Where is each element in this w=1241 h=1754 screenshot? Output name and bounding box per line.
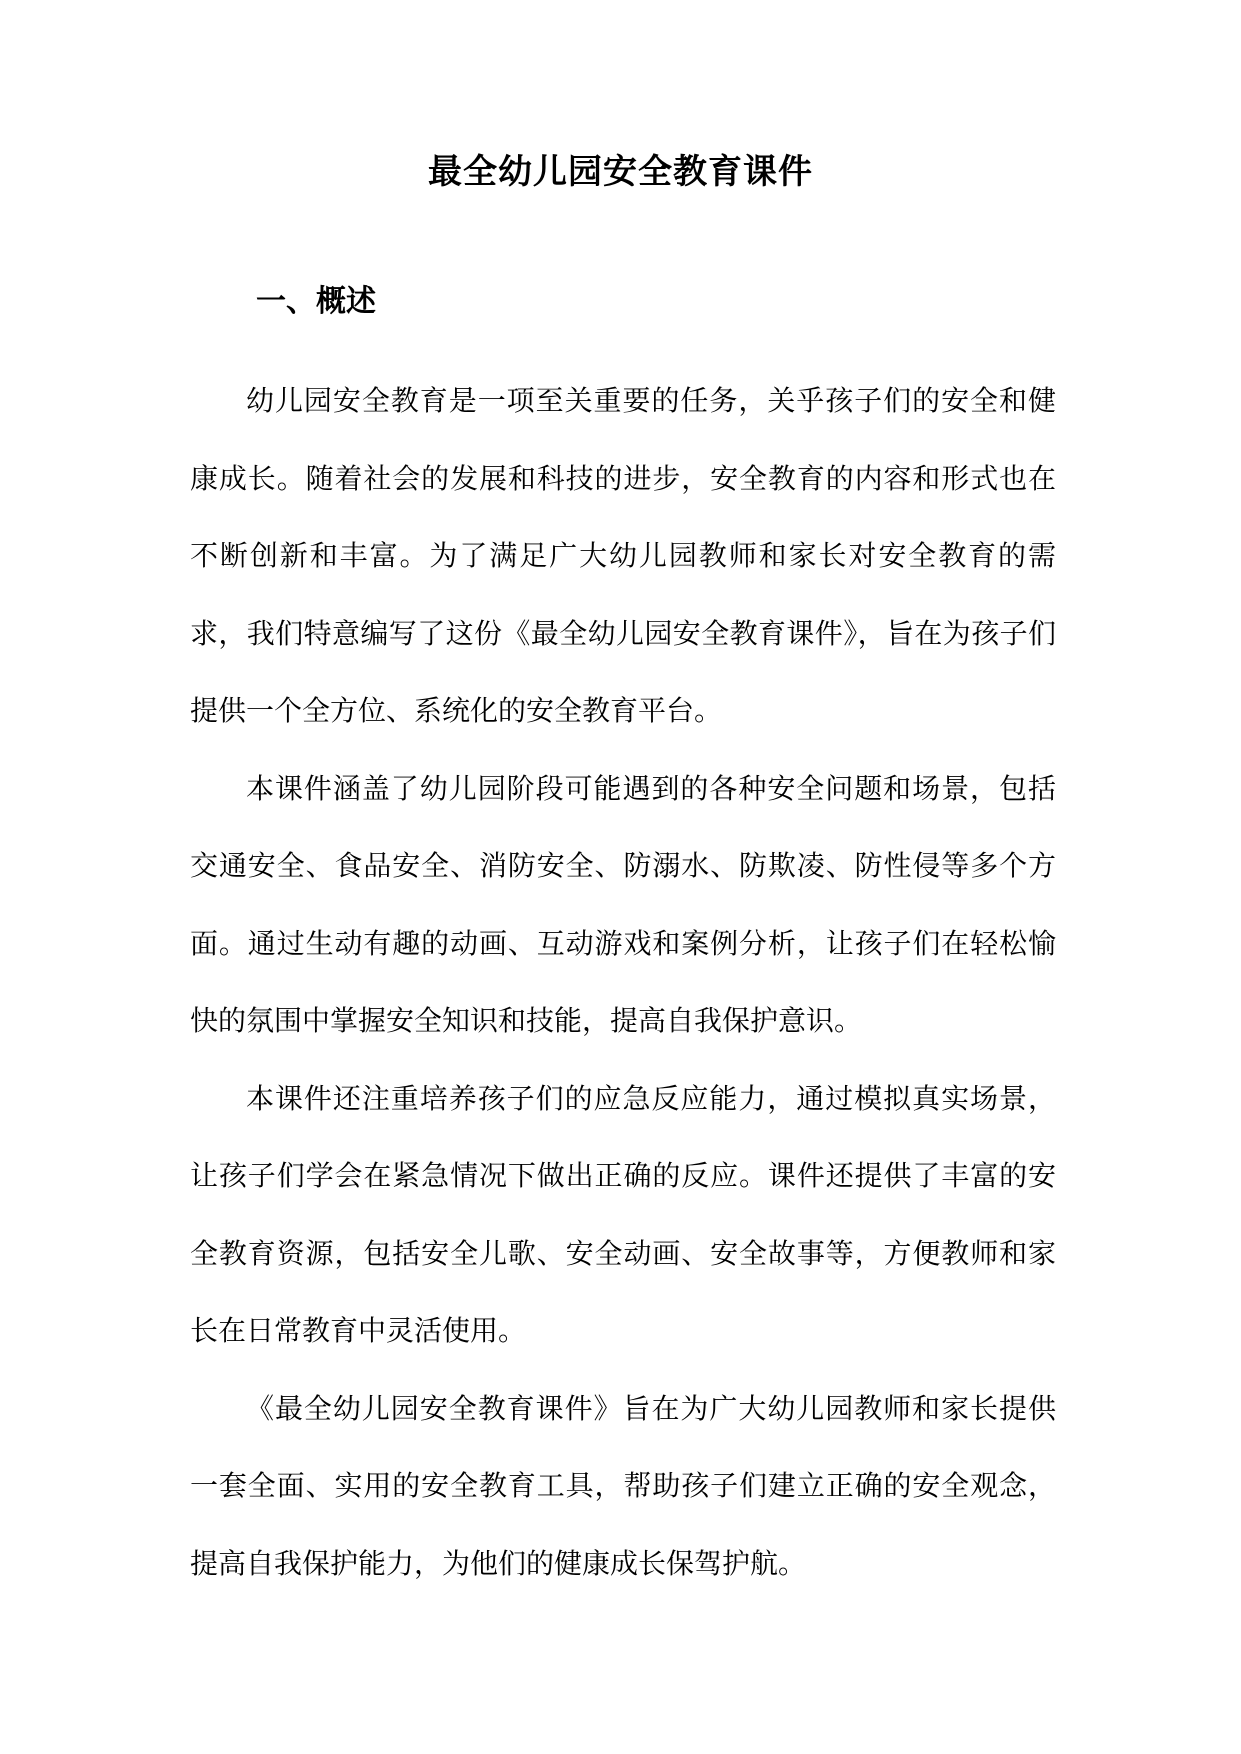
section-heading-overview: 一、概述	[256, 284, 376, 319]
document-title: 最全幼儿园安全教育课件	[428, 152, 813, 192]
paragraph: 幼儿园安全教育是一项至关重要的任务，关乎孩子们的安全和健康成长。随着社会的发展和科技的进步，安全教育的内容和形式也在不断创新和丰富。为了满足广大幼儿园教师和家长对安全教育的需求，我们特意编写了这份《最全幼儿园安全教育课件》，旨在为孩子们提供一个全方位、系统化的安全教育平台。	[190, 384, 1056, 727]
section-body	[190, 362, 1056, 1602]
paragraph: 本课件还注重培养孩子们的应急反应能力，通过模拟真实场景，让孩子们学会在紧急情况下做出正确的反应。课件还提供了丰富的安全教育资源，包括安全儿歌、安全动画、安全故事等，方便教师和家长在日常教育中灵活使用。	[190, 1081, 1056, 1347]
paragraph: 《最全幼儿园安全教育课件》旨在为广大幼儿园教师和家长提供一套全面、实用的安全教育工具，帮助孩子们建立正确的安全观念，提高自我保护能力，为他们的健康成长保驾护航。	[190, 1391, 1056, 1580]
paragraph: 本课件涵盖了幼儿园阶段可能遇到的各种安全问题和场景，包括交通安全、食品安全、消防安全、防溺水、防欺凌、防性侵等多个方面。通过生动有趣的动画、互动游戏和案例分析，让孩子们在轻松愉快的氛围中掌握安全知识和技能，提高自我保护意识。	[190, 771, 1056, 1037]
